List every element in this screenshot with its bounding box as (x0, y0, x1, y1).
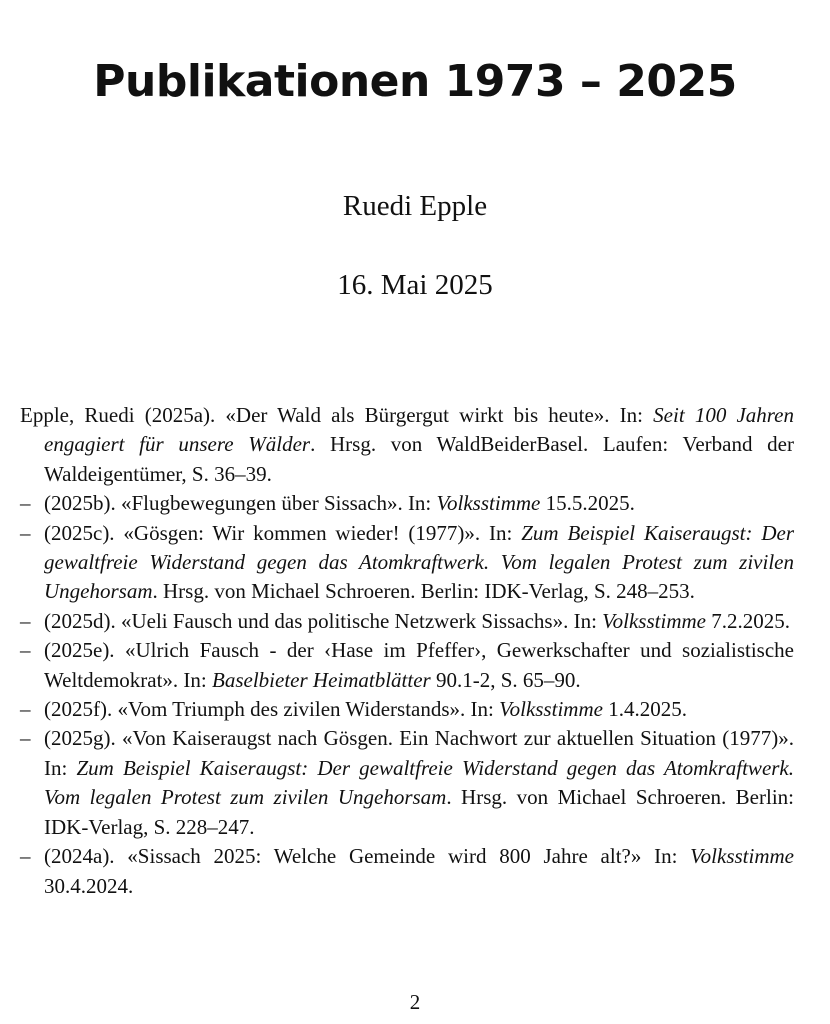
entry-details: . Hrsg. von Michael Schroeren. Berlin: IDK-Verlag, S. 228–247. (44, 785, 795, 839)
entry-dash: – (20, 697, 31, 722)
author-name: Ruedi Epple (342, 190, 488, 222)
entry-details: . Hrsg. von Michael Schroeren. Berlin: IDK-Verlag, S. 248–253. (152, 579, 695, 604)
entry-dash: – (20, 726, 31, 751)
entry-details: 7.2.2025. (705, 608, 790, 633)
entry-details: 15.5.2025. (540, 491, 635, 516)
bibliography-entry (20, 519, 794, 607)
entry-details: 90.1-2, S. 65–90. (430, 667, 581, 692)
bibliography-entry (20, 842, 794, 901)
entry-source-title: Volksstimme (602, 608, 706, 633)
bibliography-entry (20, 695, 794, 724)
publication-date: 16. Mai 2025 (337, 269, 493, 301)
entry-source-title: Zum Beispiel Kaiseraugst: Der gewaltfreie Widerstand gegen das Atomkraftwerk. Vom legalen Protest zum zivilen Ungehorsam (44, 755, 795, 810)
entry-text: (2025b). «Flugbewegungen über Sissach». In: (44, 491, 437, 516)
entry-dash: – (20, 608, 31, 633)
entry-source-title: Baselbieter Heimatblätter (212, 667, 431, 692)
entry-details: . Hrsg. von WaldBeiderBasel. Laufen: Verband der Waldeigentümer, S. 36–39. (44, 432, 794, 486)
bibliography-list (20, 401, 794, 901)
entry-dash: – (20, 638, 31, 663)
entry-dash: – (20, 844, 31, 869)
entry-source-title: Volksstimme (499, 697, 603, 722)
entry-details: 1.4.2025. (602, 697, 687, 722)
bibliography-entry (20, 401, 794, 489)
entry-source-title: Volksstimme (436, 491, 541, 516)
entry-source-title: Zum Beispiel Kaiseraugst: Der gewaltfreie Widerstand gegen das Atomkraftwerk. Vom legalen Protest zum zivilen Ungehorsam (44, 520, 794, 604)
entry-text: Epple, Ruedi (2025a). «Der Wald als Bürgergut wirkt bis heute». In: (20, 403, 654, 427)
entry-text: (2025g). «Von Kaiseraugst nach Gösgen. Ein Nachwort zur aktuellen Situation (1977)». In: (44, 726, 794, 780)
bibliography-entry (20, 636, 794, 695)
entry-text: (2025d). «Ueli Fausch und das politische Netzwerk Sissachs». In: (44, 608, 603, 633)
entry-dash: – (20, 491, 31, 516)
entry-text: (2024a). «Sissach 2025: Welche Gemeinde wird 800 Jahre alt?» In: (44, 844, 691, 869)
entry-details: 30.4.2024. (44, 873, 134, 898)
page-title: Publikationen 1973 – 2025 (93, 56, 737, 107)
entry-source-title: Volksstimme (690, 844, 794, 869)
bibliography-entry (20, 489, 794, 518)
page-number: 2 (409, 990, 421, 1014)
entry-text: (2025e). «Ulrich Fausch - der ‹Hase im Pfeffer›, Gewerkschafter und sozialistische Weltdemokrat». In: (44, 638, 794, 692)
entry-source-title: Seit 100 Jahren engagiert für unsere Wälder (44, 403, 795, 457)
bibliography-entry (20, 724, 794, 842)
bibliography-entry (20, 607, 794, 636)
entry-text: (2025c). «Gösgen: Wir kommen wieder! (1977)». In: (44, 520, 522, 545)
entry-text: (2025f). «Vom Triumph des zivilen Widerstands». In: (44, 697, 500, 722)
entry-dash: – (20, 520, 31, 545)
